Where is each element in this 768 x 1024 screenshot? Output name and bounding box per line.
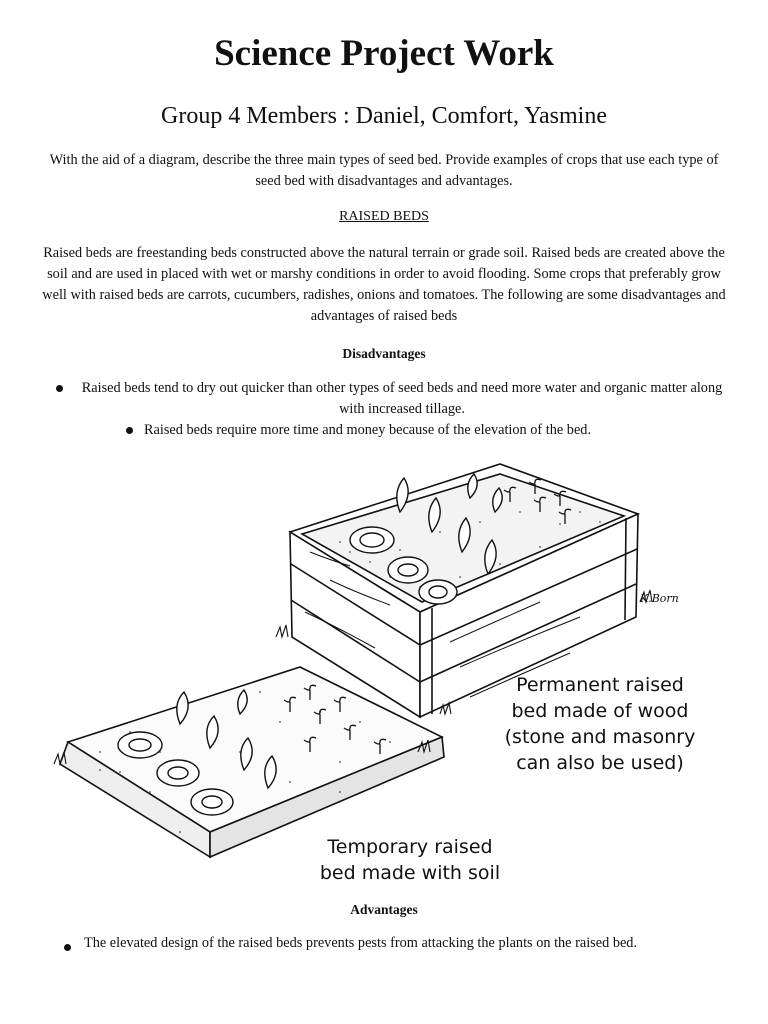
disadvantage-item-2: Raised beds require more time and money because of the elevation of the bed.	[144, 422, 592, 438]
disadvantages-heading: Disadvantages	[342, 346, 426, 361]
advantages-heading: Advantages	[350, 902, 418, 917]
artist-signature: K.Born	[640, 592, 679, 605]
bullet-icon	[64, 944, 71, 951]
bullet-icon	[126, 427, 133, 434]
document-title: Science Project Work	[214, 33, 554, 74]
raised-beds-illustration	[40, 452, 730, 892]
caption-temporary-line-1: Temporary raised	[327, 836, 493, 858]
caption-permanent-line-2: bed made of wood	[511, 700, 689, 722]
caption-permanent-line-1: Permanent raised	[516, 674, 684, 696]
raised-beds-drawing	[40, 452, 730, 892]
caption-permanent-line-4: can also be used)	[516, 752, 684, 774]
bullet-icon	[56, 385, 63, 392]
raised-beds-heading: RAISED BEDS	[339, 209, 429, 224]
disadvantage-item-1: Raised beds tend to dry out quicker than other types of seed beds and need more water and organic matter along with increased tillage.	[81, 380, 723, 417]
group-members: Group 4 Members : Daniel, Comfort, Yasmine	[161, 103, 607, 129]
caption-temporary-line-2: bed made with soil	[319, 862, 501, 884]
raised-beds-description: Raised beds are freestanding beds constructed above the natural terrain or grade soil. Raised beds are created above the soil and are used in placed with wet or marshy conditions in order to avoid flooding. Some crops that preferably grow well with raised beds are carrots, cucumbers, radishes, onions and tomatoes. The following are some disadvantages and advantages of raised beds	[42, 245, 726, 324]
advantage-item-1: The elevated design of the raised beds prevents pests from attacking the plants on the raised bed.	[84, 935, 638, 951]
caption-permanent-line-3: (stone and masonry	[504, 726, 696, 748]
assignment-prompt: With the aid of a diagram, describe the three main types of seed bed. Provide examples of crops that use each type of seed bed with disadvantages and advantages.	[49, 152, 719, 189]
